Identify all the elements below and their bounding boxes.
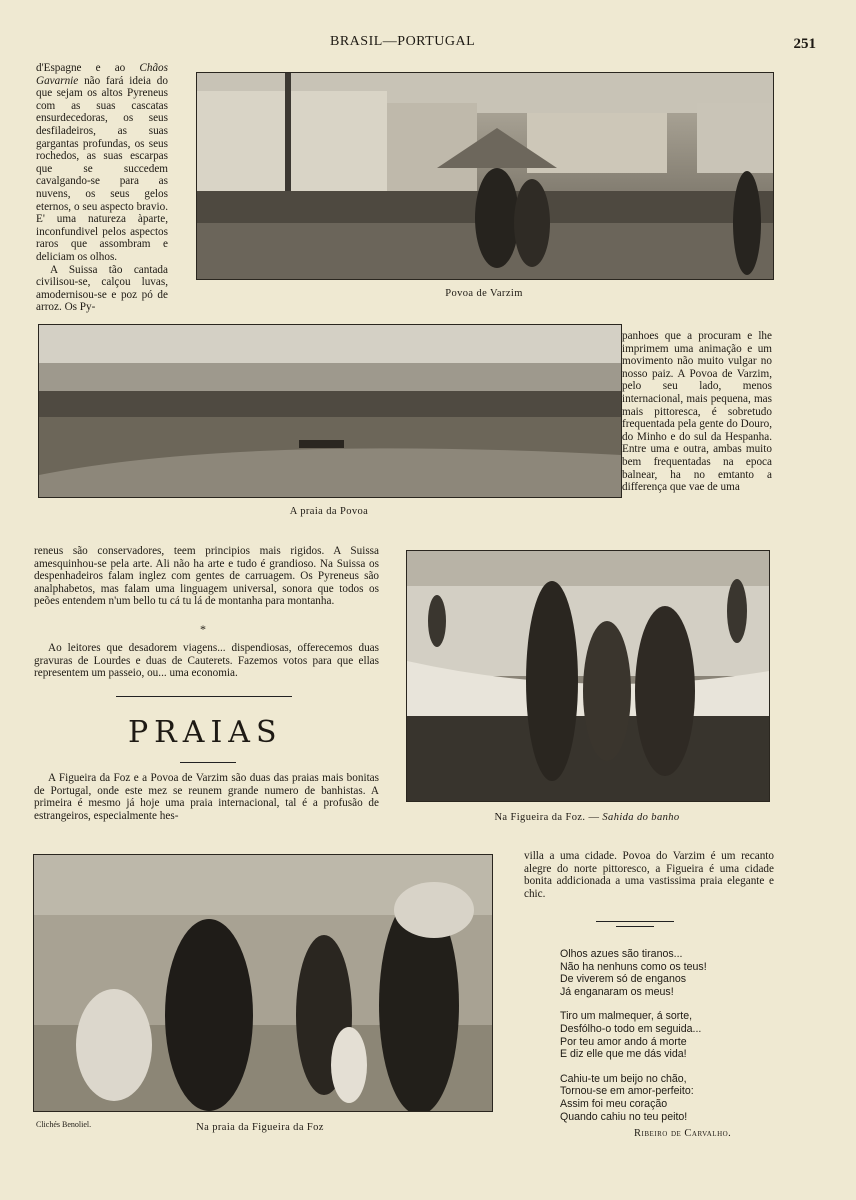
poem	[560, 948, 760, 1135]
poem-line: Cahiu-te um beijo no chão,	[560, 1072, 687, 1085]
poem-author: Ribeiro de Carvalho.	[634, 1128, 732, 1139]
poem-divider-rule	[596, 921, 674, 922]
caption-figueira-sahida	[406, 812, 768, 823]
poem-line: Não ha nenhuns como os teus!	[560, 960, 707, 973]
intro-text-column	[36, 62, 168, 314]
caption-povoa-de-varzim: Povoa de Varzim	[445, 288, 523, 299]
readers-note	[34, 642, 379, 680]
pyreneus-text: reneus são conservadores, teem principios mais rigidos. A Suissa amesquinhou-se pela arte. Ali não ha arte e tudo é grandioso. Na Suissa os despenhadeiros falam inglez com gentes de carruagem. Os Pyreneus são analphabetos, mas falam uma linguagem universal, sonora que todos os peões entendem n'um bello tu cá tu lá de montanha para montanha.	[34, 545, 379, 608]
divider-rule	[116, 696, 292, 697]
poem-line: Já enganaram os meus!	[560, 985, 674, 998]
photo-praia-da-povoa	[38, 324, 622, 498]
intro-paragraph-2: A Suissa tão cantada civilisou-se, calçou luvas, amodernisou-se e poz pó de arroz. Os Py-	[36, 263, 168, 314]
caption-title: Sahida do banho	[602, 812, 680, 823]
readers-note-text: Ao leitores que desadorem viagens... dispendiosas, offerecemos duas gravuras de Lourdes e duas de Cauterets. Fazemos votos para que ellas representem um passeio, ou... uma economia.	[34, 642, 379, 680]
poem-line: Olhos azues são tiranos...	[560, 948, 683, 960]
title-underline-rule	[180, 762, 236, 763]
photo-praia-da-figueira	[33, 854, 493, 1112]
poem-line: Tiro um malmequer, á sorte,	[560, 1010, 693, 1023]
poem-line: Quando cahiu no teu peito!	[560, 1110, 688, 1123]
poem-divider-rule-2	[616, 926, 654, 927]
photo-credit: Clichés Benoliel.	[36, 1120, 92, 1129]
photo-povoa-de-varzim	[196, 72, 774, 280]
separator-star: *	[200, 622, 206, 636]
page-number: 251	[793, 36, 816, 52]
caption-praia-da-figueira: Na praia da Figueira da Foz	[196, 1122, 324, 1133]
praias-continuation: villa a uma cidade. Povoa do Varzim é um recanto alegre do norte pittoresco, a Figueira é uma cidade bonita addicionada a uma vastissima praia elegante e chic.	[524, 850, 774, 900]
caption-dash: —	[585, 812, 603, 823]
poem-line: Por teu amor ando á morte	[560, 1035, 687, 1048]
poem-stanza	[560, 948, 760, 998]
caption-praia-da-povoa: A praia da Povoa	[289, 506, 369, 517]
praias-paragraph: A Figueira da Foz e a Povoa de Varzim são duas das praias mais bonitas de Portugal, onde este mez se reunem grande numero de banhistas. A primeira é mesmo já hoje uma praia internacional, tal é a profusão de estrangeiros, especialmente hes-	[34, 772, 379, 822]
poem-line: Desfólho-o todo em seguida...	[560, 1022, 702, 1035]
poem-stanza	[560, 1010, 760, 1060]
poem-line: Assim foi meu coração	[560, 1097, 668, 1110]
intro-paragraph: d'Espagne e ao Chãos Gavarnie não fará ideia do que sejam os altos Pyreneus com as suas cascatas ensurdecedoras, os seus desfiladeiros, as suas gargantas profundas, os seus rochedos, as suas escarpas que se succedem cavalgando-se para as nuvens, os seus gelos eternos, o seu aspecto bravio. E' uma natureza àparte, inconfundivel pelos aspectos raros que assombram e deliciam os olhos.	[36, 62, 168, 263]
caption-place: Na Figueira da Foz.	[494, 812, 586, 823]
poem-line: Tornou-se em amor-perfeito:	[560, 1085, 694, 1098]
running-title: BRASIL—PORTUGAL	[330, 34, 476, 49]
section-title-praias: PRAIAS	[128, 715, 283, 750]
photo-figueira-sahida-do-banho	[406, 550, 770, 802]
right-text-column: panhoes que a procuram e lhe imprimem uma animação e um movimento não muito vulgar no nosso paiz. A Povoa de Varzim, pelo seu lado, menos internacional, mais pequena, mas mais pittoresca, é sobretudo frequentada pela gente do Douro, do Minho e do sul da Hespanha. Entre uma e outra, ambas muito bem frequentadas na epoca balnear, ha no emtanto a differença que vae de uma	[622, 330, 772, 494]
poem-line: E diz elle que me dás vida!	[560, 1048, 687, 1061]
praias-text	[34, 772, 379, 822]
poem-stanza	[560, 1073, 760, 1123]
poem-line: De viverem só de enganos	[560, 973, 687, 986]
